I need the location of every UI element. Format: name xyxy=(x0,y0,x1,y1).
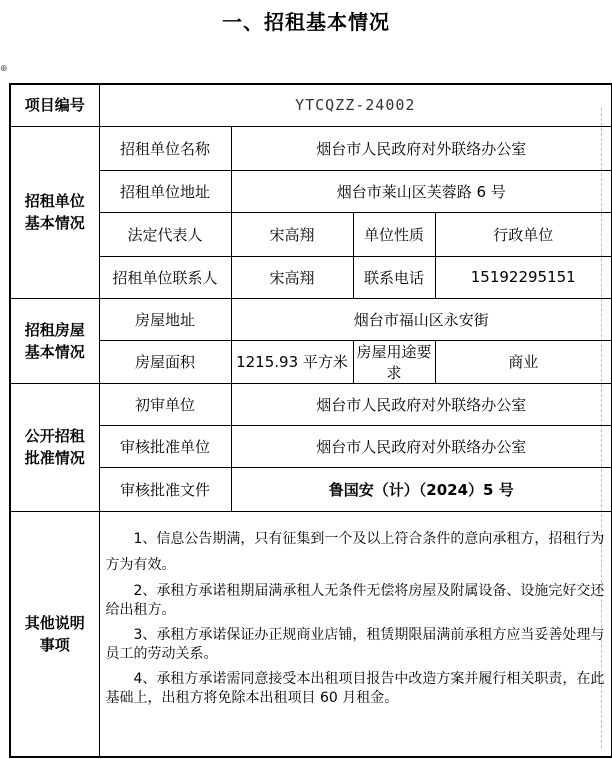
project-no-value: YTCQZZ-24002 xyxy=(99,84,612,126)
initial-review-label: 初审单位 xyxy=(99,383,231,425)
property-address-label: 房屋地址 xyxy=(99,298,231,340)
approval-section-heading-text: 公开招租批准情况 xyxy=(24,427,85,467)
approver-label: 审核批准单位 xyxy=(99,425,231,467)
table-row xyxy=(10,383,612,425)
table-row xyxy=(10,425,612,467)
project-no-label: 项目编号 xyxy=(10,84,99,126)
approval-section-heading xyxy=(10,383,99,511)
contact-value: 宋高翔 xyxy=(231,256,353,298)
page-title: 一、招租基本情况 xyxy=(222,10,390,34)
phone-value: 15192295151 xyxy=(435,256,612,298)
property-area-value: 1215.93 平方米 xyxy=(231,340,353,383)
approver-value: 烟台市人民政府对外联络办公室 xyxy=(231,425,612,467)
rental-info-table xyxy=(9,83,612,758)
initial-review-value: 烟台市人民政府对外联络办公室 xyxy=(231,383,612,425)
table-row xyxy=(10,467,612,511)
note-item-4: 4、承租方承诺需同意接受本出租项目报告中改造方案并履行相关职责，在此基础上，出租方将免除本出租项目 60 月租金。 xyxy=(105,670,605,706)
property-address-value: 烟台市福山区永安街 xyxy=(231,298,612,340)
table-move-handle[interactable]: ⊕ xyxy=(0,64,8,74)
approval-doc-value: 鲁国安（计）（2024）5 号 xyxy=(231,467,612,511)
property-use-value: 商业 xyxy=(435,340,612,383)
property-section-heading xyxy=(10,298,99,383)
notes-content xyxy=(99,511,612,757)
table-row xyxy=(10,511,612,757)
table-row xyxy=(10,256,612,298)
lessor-section-heading-text: 招租单位基本情况 xyxy=(24,192,85,232)
property-use-label: 房屋用途要求 xyxy=(353,340,435,383)
note-item-3: 3、承租方承诺保证办正规商业店铺，租赁期限届满前承租方应当妥善处理与员工的劳动关系。 xyxy=(105,626,605,662)
notes-section-heading-text: 其他说明事项 xyxy=(24,613,85,654)
contact-label: 招租单位联系人 xyxy=(99,256,231,298)
lessor-address-label: 招租单位地址 xyxy=(99,170,231,212)
legal-rep-label: 法定代表人 xyxy=(99,212,231,256)
legal-rep-value: 宋高翔 xyxy=(231,212,353,256)
table-row xyxy=(10,298,612,340)
unit-type-label: 单位性质 xyxy=(353,212,435,256)
table-row xyxy=(10,212,612,256)
lessor-name-value: 烟台市人民政府对外联络办公室 xyxy=(231,126,612,170)
phone-label: 联系电话 xyxy=(353,256,435,298)
lessor-address-value: 烟台市莱山区芙蓉路 6 号 xyxy=(231,170,612,212)
lessor-section-heading xyxy=(10,126,99,298)
note-item-2: 2、承租方承诺租期届满承租人无条件无偿将房屋及附属设备、设施完好交还给出租方。 xyxy=(105,582,605,618)
table-row xyxy=(10,126,612,170)
property-section-heading-text: 招租房屋基本情况 xyxy=(24,320,85,361)
table-row xyxy=(10,170,612,212)
lessor-name-label: 招租单位名称 xyxy=(99,126,231,170)
note-item-1: 1、信息公告期满，只有征集到一个及以上符合条件的意向承租方，招租行为方为有效。 xyxy=(105,530,605,573)
approval-doc-label: 审核批准文件 xyxy=(99,467,231,511)
table-row xyxy=(10,84,612,126)
property-area-label: 房屋面积 xyxy=(99,340,231,383)
unit-type-value: 行政单位 xyxy=(435,212,612,256)
table-row xyxy=(10,340,612,383)
notes-section-heading xyxy=(10,511,99,757)
